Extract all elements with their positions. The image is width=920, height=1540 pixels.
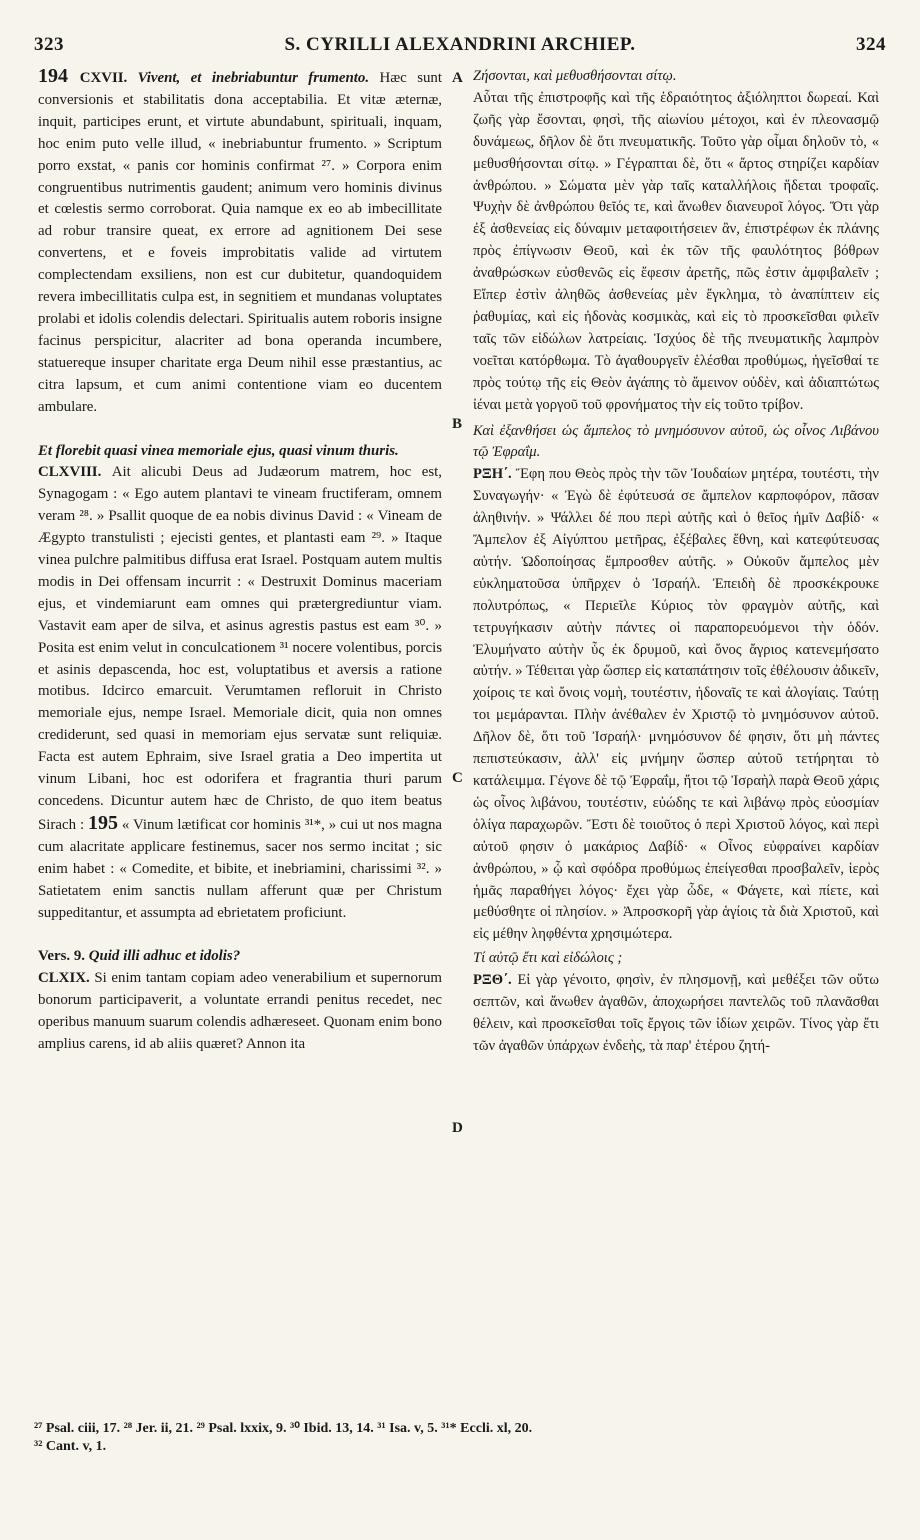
margin-marker-b: B <box>452 416 463 432</box>
greek-section-number: ΡΞΘ΄. <box>473 972 518 989</box>
greek-section-1: Αὗται τῆς ἐπιστροφῆς καὶ τῆς ἑδραιότητος ἀξιόληπτοι δωρεαί. Καὶ ζωῆς γὰρ ἔσονται, φησὶ, τῆς αἰωνίου μέτοχοι, καὶ ἐν πλεονασμῷ δυνάμεως, δῆλον δὲ ὅτι πνευματικῆς. Τοῦτο γὰρ οἶμαι δηλοῦν τὸ, « μεθυσθήσονται σίτῳ. » Γέγραπται δὲ, ὅτι « ἄρτος στηρίζει καρδίαν ἀνθρώπου. » Σώματα μὲν γὰρ ταῖς καταλλήλοις ἥδεται τροφαῖς. Ψυχὴν δὲ ἀνθρώπου θεῖός τε, καὶ ἄνωθεν διανευροῖ λόγος. Ὅτι γὰρ ἐξ ἀσθενείας εἰς δύναμιν μεταφοιτήσειεν ἂν, ἐπιστρέφων ἐκ πλάνης πρὸς ἐπίγνωσιν Θεοῦ, καὶ ἐκ τῶν τῆς φαυλότητος βόθρων ἀναθρώσκων εὐσθενῶς εἰς ἔφεσιν ἀρετῆς, πῶς ἐστιν ἀμφιβαλεῖν ; Εἴπερ ἐστὶν ἀληθῶς ἀσθενείας μὲν ἔγκλημα, τὸ ἀναπίπτειν εἰς ῥαθυμίας, καὶ εἰς ἡδονὰς κοσμικὰς, καὶ εἰς τὸ προσκεῖσθαι φιλεῖν ταῖς τῶν εἰδώλων λατρείαις. Ἰσχύος δὲ τῆς πνευματικῆς λαμπρὸν νοεῖται κατόρθωμα. Τὸ ἀγαθουργεῖν ἑλέσθαι προθύμως, ἡγεῖσθαί τε πρὸς τούτῳ τῆς εἰς Θεὸν ἀγάπης τὸ ἄμεινον οὐδὲν, καὶ ἀδιαπτώτως ἰέναι μετὰ γοργοῦ τοῦ φρονήματος τὴν εἰς τοῦτο τρίβον. <box>473 89 879 413</box>
body-text: Ait alicubi Deus ad Judæorum matrem, hoc est, Synagogam : « Ego autem plantavi te vineam fructiferam, omnem veram ²⁸. » Psallit quoque de ea nobis divinus David : « Vineam de Ægypto transtulisti ; ejecisti gentes, et plantasti eam ²⁹. » Itaque vinea pulchre palmitibus diffusa erat Israel. Postquam autem multis modis in Dei offensam incurrit : « Destruxit Dominus maceriam ejus, et vindemiarunt eam omnes qui prætergrediuntur viam. Vastavit eam aper de silva, et asinus agrestis pastus est eam ³⁰. » Posita est enim velut in conculcationem ³¹ nocere volentibus, porcis et asinis depascenda, hoc est, voluptatibus et aversis a ratione motibus. Idcirco emarcuit. Verumtamen refloruit in Christo memoriale ejus, nempe Israel. Memoriale dicit, quia non omnes crediderunt, sed quasi in memoriam ejus servatæ sunt reliquiæ. Facta est autem Ephraim, sive Israel gratia a Deo impertita ut vinum Libani, hoc est odorifera et fragrantia thuri parum concedens. Dicuntur autem hæc de Christo, de quo item beatus Sirach : <box>38 464 442 833</box>
greek-section-rxth <box>473 970 879 1058</box>
section-number: CLXVIII. <box>38 464 112 481</box>
margin-marker-d: D <box>452 1120 463 1136</box>
greek-heading-exanthesei: Καὶ ἐξανθήσει ὡς ἄμπελος τὸ μνημόσυνον αὐτοῦ, ὡς οἶνος Λιβάνου τῷ Ἐφραΐμ. <box>473 422 879 461</box>
latin-heading-vers9 <box>38 946 442 968</box>
latin-section-cxvii <box>38 66 442 419</box>
margin-marker-a: A <box>452 70 463 86</box>
page-header <box>34 34 886 60</box>
page-number-right: 324 <box>856 34 886 55</box>
greek-section-number: ΡΞΗ΄. <box>473 466 516 483</box>
body-text: Si enim tantam copiam adeo venerabilium et supernorum bonorum participaverit, a voluntate errandi penitus recedet, nec operibus manuum suarum colendis adhæreseet. Quonam enim bono amplius carens, id ab aliis quæret? Annon ita <box>38 970 442 1053</box>
greek-section-text: Ἔφη που Θεὸς πρὸς τὴν τῶν Ἰουδαίων μητέρα, τουτέστι, τὴν Συναγωγήν· « Ἐγὼ δὲ ἐφύτευσά σε ἄμπελον καρποφόρον, πᾶσαν ἀληθινήν. » Ψάλλει δέ που περὶ αὐτῆς καὶ ὁ θεῖος ἡμῖν Δαβίδ· « Ἄμπελον ἐξ Αἰγύπτου μετῆρας, ἐξέβαλες ἔθνη, καὶ κατεφύτευσας αὐτήν. Ὡδοποίησας ἔμπροσθεν αὐτῆς. » Οὐκοῦν ἄμπελος μὲν εὐκληματοῦσα ὑπῆρχεν ὁ Ἰσραήλ. Ἐπειδὴ δὲ προσκέκρουκε πολυτρόπως, « Περιεῖλε Κύριος τὸν φραγμὸν αὐτῆς, καὶ τετρυγήκασιν αὐτὴν πάντες οἱ παραπορευόμενοι τὴν ὁδόν. Ἐλυμήνατο αὐτὴν ὗς ἐκ δρυμοῦ, καὶ ὄνος ἄγριος κατενεμήσατο αὐτήν. » Τέθειται γὰρ ὥσπερ εἰς καταπάτησιν τοῖς ἐθέλουσιν ἀδικεῖν, χοίροις τε καὶ ὄνοις νομὴ, τουτέστιν, ἡδοναῖς τε καὶ ἀλογίαις. Ταύτῃ τοι μεμάρανται. Πλὴν ἀνέθαλεν ἐν Χριστῷ τὸ μνημόσυνον αὐτοῦ. Δῆλον δὲ, ὅτι τοῦ Ἰσραήλ· μνημόσυνον δέ φησιν, ὅτι μὴ πάντες πεπιστεύκασιν, ἀλλ' εἰς μνήμην ὥσπερ αὐτοῦ τετήρηται τὸ κατάλειμμα. Γέγονε δὲ τῷ Ἐφραΐμ, ἤτοι τῷ Ἰσραὴλ παρὰ Θεοῦ χάρις ὡς οἶνος λιβάνου, τουτέστιν, εὐώδης τε καὶ λιβάνῳ πρὸς εὐοσμίαν ὀλίγα παραχωρῶν. Ἔστι δὲ τοιοῦτος ὁ περὶ Χριστοῦ λόγος, καὶ περὶ αὐτοῦ φησιν ὁ μακάριος Δαβίδ· « Οἶνος εὐφραίνει καρδίαν ἀνθρώπου, » ᾧ καὶ σφόδρα προθύμως ἐπείγεσθαι προσβαλεῖν, ἱερὸς ἡμᾶς παραθήγει λόγος· ἔχει γὰρ ὧδε, « Φάγετε, καὶ πίετε, καὶ μεθύσθητε οἱ πλησίον. » Ἀπροσκορῆ γὰρ ἁγίοις τὰ διὰ Χριστοῦ, καὶ εἰς μέθην ληφθέντα χρησιμώτερα. <box>473 466 879 943</box>
page-number-left: 323 <box>34 34 64 55</box>
greek-heading-zesontai: Ζήσονται, καὶ μεθυσθήσονται σίτῳ. <box>473 68 677 84</box>
verse-label: Vers. 9. <box>38 948 89 965</box>
section-number: CLXIX. <box>38 970 95 987</box>
latin-heading-florebit: Et florebit quasi vinea memoriale ejus, quasi vinum thuris. <box>38 442 399 459</box>
greek-section-rxh <box>473 464 879 946</box>
footnote-line-1: ²⁷ Psal. ciii, 17. ²⁸ Jer. ii, 21. ²⁹ Psal. lxxix, 9. ³⁰ Ibid. 13, 14. ³¹ Isa. v, 5. ³¹* Eccli. xl, 20. <box>34 1421 533 1436</box>
section-number: CXVII. <box>79 70 138 86</box>
margin-marker-c: C <box>452 770 463 786</box>
greek-column <box>473 66 879 1058</box>
running-title: S. CYRILLI ALEXANDRINI ARCHIEP. <box>284 34 636 55</box>
verse-text: Quid illi adhuc et idolis? <box>88 948 241 965</box>
body-text: « Vinum lætificat cor hominis ³¹*, » cui ut nos magna cum alacritate applicare festinemus, sacer nos sermo incitat ; sic enim habet : « Comedite, et bibite, et inebriamini, charissimi ³². » Satietatem enim sanctis nullam afferunt quæ per Christum suppeditantur, et assumpta ad ebrietatem proficiunt. <box>38 816 442 921</box>
lemma-text: Vivent, et inebriabuntur frumento. <box>137 70 380 86</box>
column-number: 194 <box>38 65 80 87</box>
body-text: Hæc sunt conversionis et stabilitatis dona acceptabilia. Et vitæ æternæ, inquit, participes erunt, et virtute abundabunt, spirituali, inquam, hoc enim puto velle illud, « inebriabuntur frumento. » Scriptum porro exstat, « panis cor hominis confirmat ²⁷. » Corpora enim congruentibus nutrimentis gaudent; animum vero hominis divinus et cœlestis sermo corroborat. Quia namque ex eo ab imbecillitate ad robur transire queat, ex errore ad agnitionem Dei sese convertens, et e foveis improbitatis valide ad virtutem complectendam exsiliens, non est cur dubitetur, quandoquidem revera imbecillitatis culpa est, in segnitiem et mundanas voluptates prolabi et idolis colendis delectari. Spiritualis autem roboris insigne facinus perspicitur, alacriter ad bona operanda incumbere, statuereque insuper charitate erga Deum nihil esse præstantius, ac citra lapsum, et cum animi contentione viam eo ducentem ambulare. <box>38 70 443 415</box>
column-number: 195 <box>87 811 118 834</box>
greek-heading-ti-auto: Τί αὐτῷ ἔτι καὶ εἰδώλοις ; <box>473 950 623 967</box>
footnote-line-2: ³² Cant. v, 1. <box>34 1439 107 1454</box>
footnotes <box>34 1420 886 1456</box>
greek-section-text: Εἰ γὰρ γένοιτο, φησὶν, ἐν πλησμονῇ, καὶ μεθέξει τῶν οὕτω σεπτῶν, καὶ ἄνωθεν ἀγαθῶν, ἀποχωρήσει παντελῶς τοῦ πλανᾶσθαι θέλειν, καὶ προσκεῖσθαι τοῖς ἔργοις τῶν ἰδίων χειρῶν. Τίνος γὰρ ἔτι τῶν ἀγαθῶν ὑπάρχων ἐνδεὴς, τὰ παρ' ἑτέρου ζητή- <box>473 972 879 1054</box>
latin-section-clxix <box>38 968 442 1056</box>
latin-section-clxviii <box>38 462 442 924</box>
latin-column <box>38 66 442 1056</box>
